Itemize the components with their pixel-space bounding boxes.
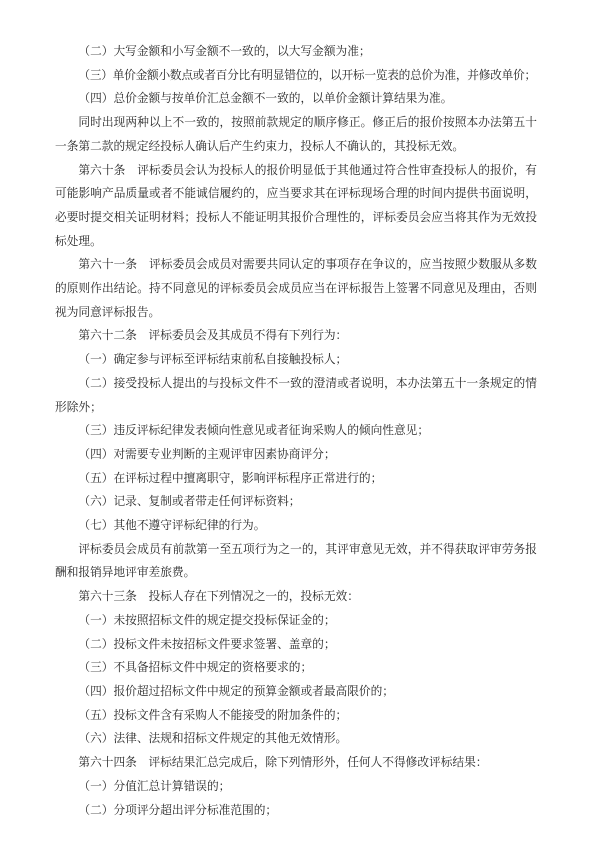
text-line: （五）投标文件含有采购人不能接受的附加条件的；: [78, 708, 348, 722]
text-line: （七）其他不遵守评标纪律的行为。: [78, 519, 266, 533]
text-line: 第六十一条 评标委员会成员对需要共同认定的事项存在争议的，应当按照少数服从多数: [78, 258, 537, 272]
text-line: （四）总价金额与按单价汇总金额不一致的，以单价金额计算结果为准。: [78, 92, 453, 106]
text-line: （三）违反评标纪律发表倾向性意见或者征询采购人的倾向性意见；: [78, 424, 430, 438]
text-line: （三）单价金额小数点或者百分比有明显错位的，以开标一览表的总价为准，并修改单价；: [78, 68, 536, 82]
text-line: （一）分值汇总计算错误的；: [78, 779, 231, 793]
text-line: （二）接受投标人提出的与投标文件不一致的澄清或者说明，本办法第五十一条规定的情: [78, 376, 537, 390]
text-line: （四）对需要专业判断的主观评审因素协商评分；: [78, 447, 336, 461]
text-line: 的原则作出结论。持不同意见的评标委员会成员应当在评标报告上签署不同意见及理由，否则: [55, 282, 537, 296]
text-line: 第六十条 评标委员会认为投标人的报价明显低于其他通过符合性审查投标人的报价，有: [78, 163, 537, 177]
text-line: （一）确定参与评标至评标结束前私自接触投标人；: [78, 353, 348, 367]
text-line: 形除外；: [55, 400, 102, 414]
text-line: （六）记录、复制或者带走任何评标资料；: [78, 495, 301, 509]
text-line: （五）在评标过程中擅离职守，影响评标程序正常进行的；: [78, 471, 383, 485]
text-line: （四）报价超过招标文件中规定的预算金额或者最高限价的；: [78, 684, 394, 698]
text-line: 第六十三条 投标人存在下列情况之一的，投标无效：: [78, 590, 359, 604]
document-text-block: [55, 40, 537, 822]
text-line: 必要时提交相关证明材料；投标人不能证明其报价合理性的，评标委员会应当将其作为无效投: [55, 210, 537, 224]
text-line: 第六十四条 评标结果汇总完成后，除下列情形外，任何人不得修改评标结果：: [78, 756, 488, 770]
text-line: 标处理。: [55, 234, 102, 248]
text-line: （二）大写金额和小写金额不一致的，以大写金额为准；: [78, 45, 371, 58]
text-line: 可能影响产品质量或者不能诚信履约的，应当要求其在评标现场合理的时间内提供书面说明，: [55, 187, 537, 201]
text-line: （六）法律、法规和招标文件规定的其他无效情形。: [78, 732, 348, 746]
text-line: （三）不具备招标文件中规定的资格要求的；: [78, 661, 313, 675]
text-line: （一）未按照招标文件的规定提交投标保证金的；: [78, 613, 336, 627]
text-line: 酬和报销异地评审差旅费。: [55, 566, 196, 580]
text-line: 视为同意评标报告。: [55, 305, 161, 319]
text-line: 第六十二条 评标委员会及其成员不得有下列行为：: [78, 329, 348, 343]
text-line: 同时出现两种以上不一致的，按照前款规定的顺序修正。修正后的报价按照本办法第五十: [78, 116, 537, 130]
text-line: 评标委员会成员有前款第一至五项行为之一的，其评审意见无效，并不得获取评审劳务报: [78, 542, 537, 556]
text-line: （二）分项评分超出评分标准范围的；: [78, 803, 278, 817]
text-line: 一条第二款的规定经投标人确认后产生约束力，投标人不确认的，其投标无效。: [55, 139, 465, 153]
text-line: （二）投标文件未按招标文件要求签署、盖章的；: [78, 637, 336, 651]
